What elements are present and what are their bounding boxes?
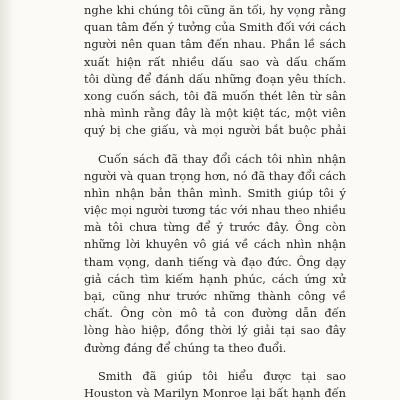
text-line: giả cách tìm kiếm hạnh phúc, cách ứng xử	[84, 271, 346, 286]
text-line: nhà mình rằng đây là một kiệt tác, một viên	[84, 106, 346, 121]
text-line: quan tâm đến ý tưởng của Smith đối với cách	[84, 20, 346, 35]
text-line: nhìn nhận bản thân mình. Smith giúp tôi ý	[84, 185, 346, 200]
text-line: mà tôi chưa từng để ý trước đây. Ông còn	[84, 220, 346, 235]
text-line: việc mọi người tương tác với nhau theo nhiều	[84, 203, 346, 218]
text-line: tôi dùng để đánh dấu những đoạn yêu thích.	[84, 71, 346, 86]
paragraph	[84, 2, 346, 140]
text-line: Houston và Marilyn Monroe lại bất hạnh đến	[84, 385, 346, 400]
text-line: những lời khuyên vô giá về cách nhìn nhận	[84, 237, 346, 252]
text-line: đường đáng để chúng ta theo đuổi.	[84, 340, 287, 355]
text-line: Cuốn sách đã thay đổi cách tôi nhìn nhận	[98, 151, 346, 166]
body-text	[84, 2, 346, 400]
text-line: tham vọng, danh tiếng và đạo đức. Ông dạy	[84, 254, 346, 269]
text-line: lòng hào hiệp, đồng thời lý giải tại sao đây	[84, 323, 346, 338]
text-line: Smith đã giúp tôi hiểu được tại sao	[98, 368, 346, 383]
paragraph-gap	[84, 357, 346, 368]
text-line: nghe khi chúng tôi cũng ăn tối, hy vọng rằng	[84, 3, 346, 17]
text-line: xuất hiện rất nhiều dấu sao và dấu chấm	[84, 54, 346, 69]
text-line: người và quan trọng hơn, nó đã thay đổi cách	[84, 168, 346, 183]
text-line: người nên quan tâm đến nhau. Phần lề sách	[84, 37, 346, 52]
page-spine-shadow	[0, 0, 14, 400]
paragraph	[84, 368, 346, 400]
text-line: chất. Ông còn mô tả con đường dẫn đến	[84, 306, 346, 321]
text-line: quý bị che giấu, và mọi người bắt buộc phải	[84, 123, 346, 138]
text-line: xong cuốn sách, tôi đã muốn thét lên từ sân	[84, 88, 346, 103]
paragraph	[84, 151, 346, 357]
text-line: bại, cũng như trước những thành công về	[84, 289, 346, 303]
paragraph-gap	[84, 140, 346, 151]
